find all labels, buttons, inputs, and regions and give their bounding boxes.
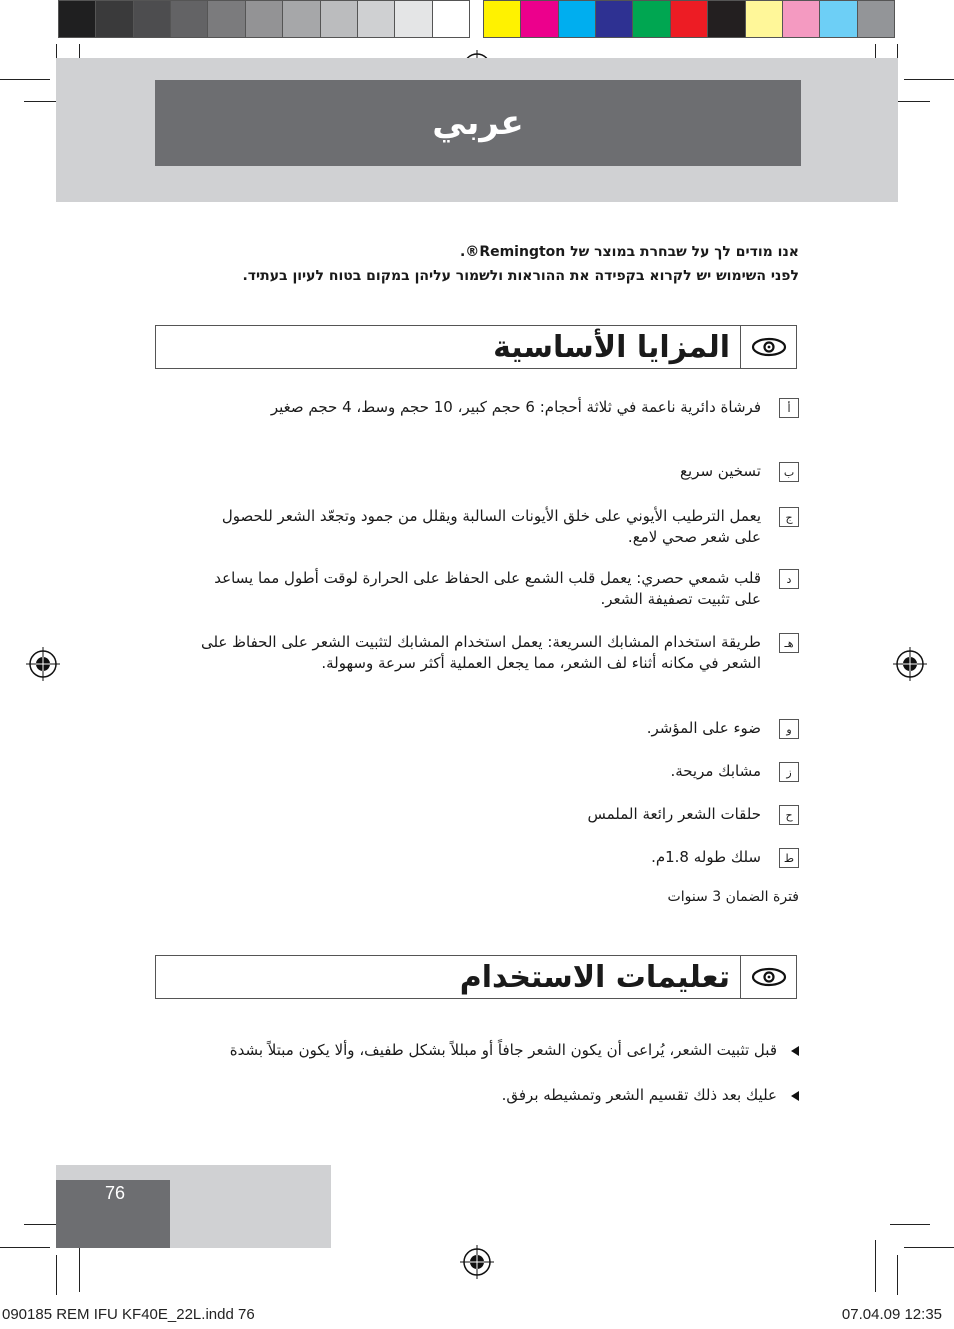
crop-mark	[0, 79, 50, 80]
color-swatch	[321, 1, 358, 37]
color-swatch	[246, 1, 283, 37]
color-swatch	[171, 1, 208, 37]
feature-text: فرشاة دائرية ناعمة في ثلاثة أحجام: 6 حجم كبير، 10 حجم وسط، 4 حجم صغير	[270, 398, 761, 416]
instruction-item	[179, 1086, 799, 1105]
color-swatch	[671, 1, 708, 37]
color-swatch	[559, 1, 596, 37]
color-swatch	[484, 1, 521, 37]
warranty-text: فترة الضمان 3 سنوات	[667, 889, 799, 905]
color-swatch	[521, 1, 558, 37]
item-letter: د	[779, 569, 799, 589]
color-swatch	[596, 1, 633, 37]
bullet-arrow-icon	[791, 1046, 799, 1056]
color-swatch	[395, 1, 432, 37]
grayscale-calibration-bar	[58, 0, 470, 38]
feature-item	[199, 804, 799, 825]
crop-mark	[56, 1255, 57, 1295]
date-slug: 07.04.09 12:35	[841, 1306, 942, 1323]
registration-mark-icon	[893, 647, 927, 681]
feature-item	[199, 506, 799, 548]
item-letter: ط	[779, 848, 799, 868]
feature-text: مشابك مريحة.	[670, 762, 761, 780]
color-swatch	[820, 1, 857, 37]
color-swatch	[59, 1, 96, 37]
feature-item	[199, 847, 799, 868]
item-letter: ج	[779, 507, 799, 527]
section-instructions	[155, 955, 797, 999]
item-letter: هـ	[779, 633, 799, 653]
registration-mark-icon	[26, 647, 60, 681]
crop-mark	[875, 1240, 876, 1292]
feature-item	[199, 461, 799, 482]
feature-text: قلب شمعي حصري: يعمل قلب الشمع على الحفاظ على الحرارة لوقت أطول مما يساعد على تثبيت تصفيفة الشعر.	[214, 569, 761, 608]
section-key-features	[155, 325, 797, 369]
feature-text: طريقة استخدام المشابك السريعة: يعمل استخدام المشابك لتثبيت الشعر على الحفاظ على الشعر في مكانه أثناء لف الشعر، مما يجعل العملية أكثر سرعة وسهولة.	[200, 633, 761, 672]
color-swatch	[96, 1, 133, 37]
item-letter: ب	[779, 462, 799, 482]
crop-mark	[904, 79, 954, 80]
feature-item	[199, 397, 799, 418]
feature-text: يعمل الترطيب الأيوني على خلق الأيونات السالبة ويقلل من جمود وتجعّد الشعر للحصول على شعر صحي لامع.	[221, 507, 761, 546]
file-slug: 090185 REM IFU KF40E_22L.indd 76	[2, 1306, 255, 1323]
color-swatch	[783, 1, 820, 37]
page-number: 76	[104, 1183, 126, 1203]
language-title: عربي	[432, 103, 524, 143]
color-swatch	[433, 1, 469, 37]
feature-text: حلقات الشعر رائعة الملمس	[587, 805, 761, 823]
color-swatch	[283, 1, 320, 37]
color-calibration-bar	[483, 0, 895, 38]
color-swatch	[746, 1, 783, 37]
registration-mark-icon	[460, 1245, 494, 1279]
eye-icon	[740, 326, 796, 368]
instruction-text: قبل تثبيت الشعر، يُراعى أن يكون الشعر جافاً أو مبللاً بشكل طفيف، وألا يكون مبتلاً بشدة	[229, 1041, 777, 1059]
item-letter: ز	[779, 762, 799, 782]
eye-icon	[740, 956, 796, 998]
section-title: تعليمات الاستخدام	[459, 959, 730, 995]
crop-mark	[897, 1255, 898, 1295]
instruction-text: عليك بعد ذلك تقسيم الشعر وتمشيطه برفق.	[501, 1086, 777, 1104]
color-swatch	[858, 1, 894, 37]
intro-line-2: לפני השימוש יש לקרוא בקפידה את ההוראות ולשמור עליהן במקום בטוח לעיון בעתיד.	[242, 268, 799, 284]
item-letter: ح	[779, 805, 799, 825]
section-title: المزايا الأساسية	[493, 329, 730, 365]
feature-item	[199, 632, 799, 674]
color-swatch	[708, 1, 745, 37]
feature-text: تسخين سريع	[680, 462, 761, 480]
item-letter: أ	[779, 398, 799, 418]
intro-line-1: אנו מודים לך על שבחרת במוצר של Remington®.	[459, 244, 799, 260]
crop-mark	[0, 1247, 50, 1248]
item-letter: و	[779, 719, 799, 739]
crop-mark	[890, 1224, 930, 1225]
color-swatch	[134, 1, 171, 37]
feature-item	[199, 718, 799, 739]
feature-item	[199, 568, 799, 610]
color-swatch	[358, 1, 395, 37]
color-swatch	[633, 1, 670, 37]
feature-item	[199, 761, 799, 782]
instruction-item	[179, 1041, 799, 1060]
bullet-arrow-icon	[791, 1091, 799, 1101]
crop-mark	[904, 1247, 954, 1248]
color-swatch	[208, 1, 245, 37]
feature-text: ضوء على المؤشر.	[646, 719, 761, 737]
feature-text: سلك طوله 1.8م.	[651, 848, 761, 866]
